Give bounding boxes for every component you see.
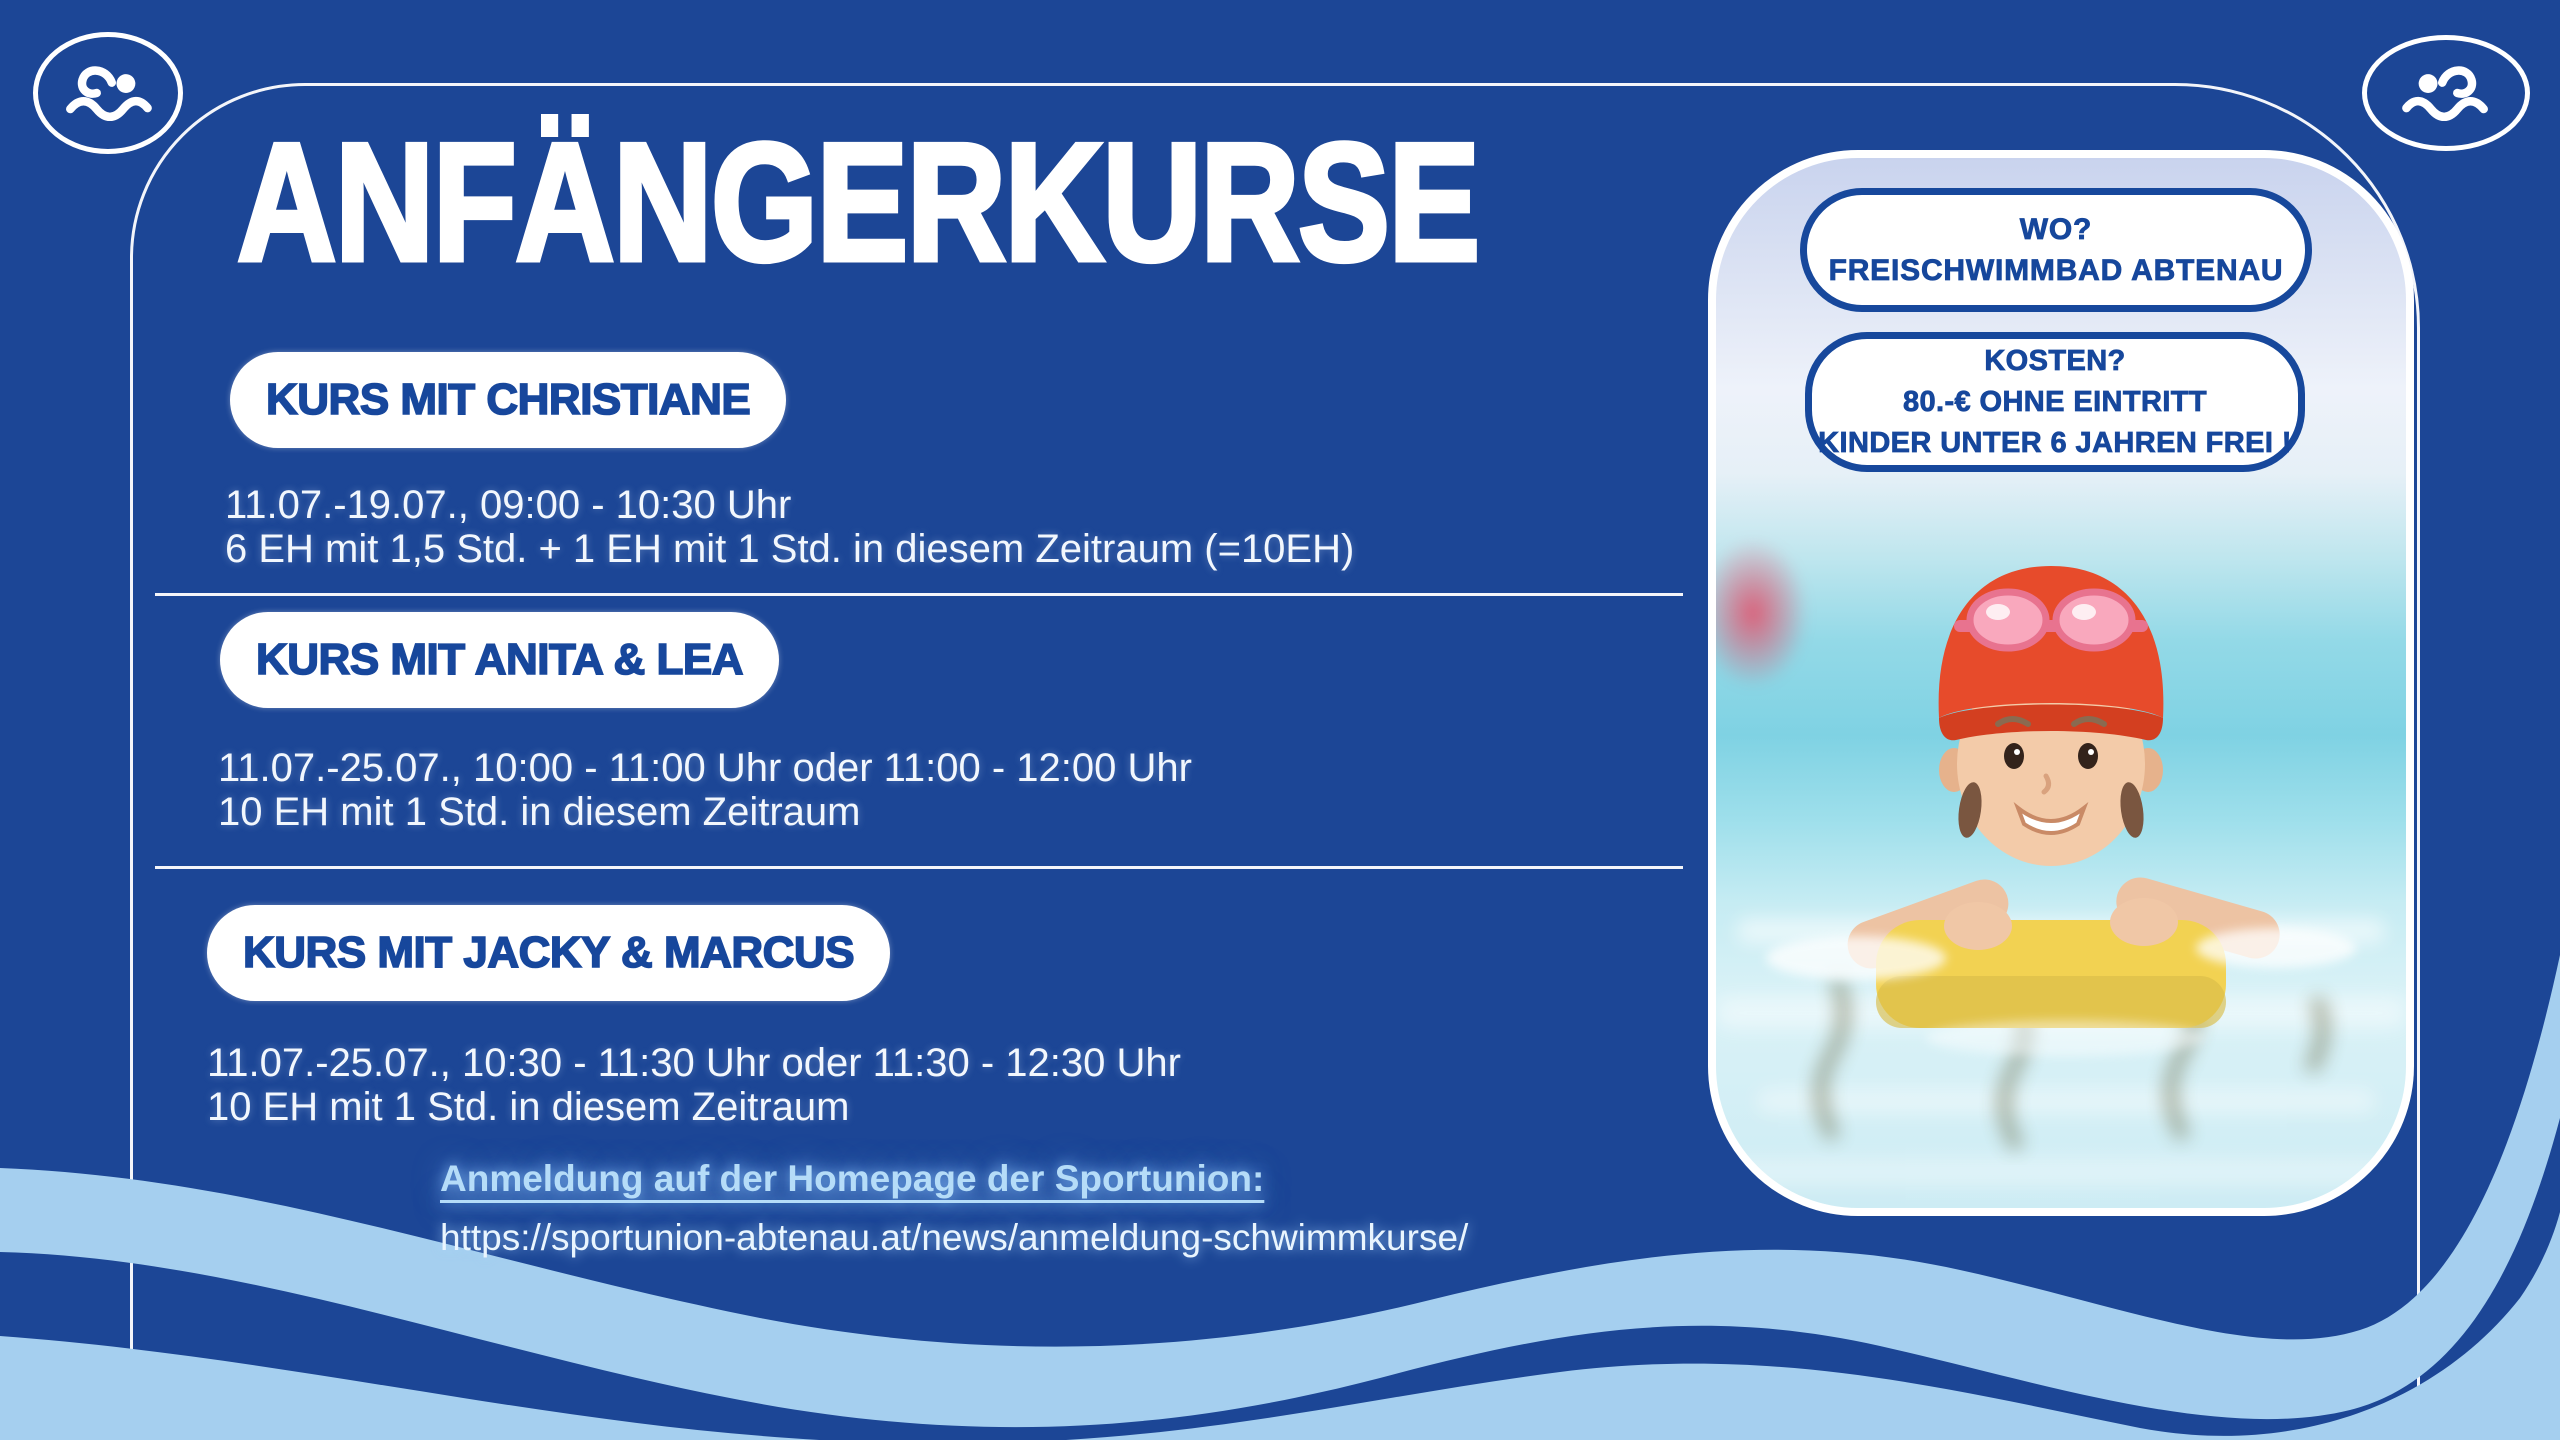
course-details-anita-lea [218, 746, 1192, 834]
course-label-jacky-marcus [207, 905, 890, 1001]
course-units: 10 EH mit 1 Std. in diesem Zeitraum [218, 790, 861, 834]
location-answer: FREISCHWIMMBAD ABTENAU [1828, 254, 2284, 287]
swimmer-icon-left [33, 32, 183, 154]
cost-question: KOSTEN? [1984, 344, 2126, 377]
course-label-christiane [230, 352, 786, 448]
course-schedule: 11.07.-25.07., 10:00 - 11:00 Uhr oder 11:00 - 12:00 Uhr [218, 746, 1192, 790]
cost-badge [1805, 332, 2305, 472]
course-details-jacky-marcus [207, 1041, 1181, 1129]
course-schedule: 11.07.-19.07., 09:00 - 10:30 Uhr [225, 483, 792, 527]
cost-price: 80.-€ OHNE EINTRITT [1902, 385, 2208, 418]
child-swimmer-illustration [1716, 158, 2406, 1208]
page-title: ANFÄNGERKURSE [237, 108, 1479, 296]
swimmer-icon [60, 60, 156, 126]
location-badge [1800, 188, 2312, 312]
course-label-text: KURS MIT CHRISTIANE [266, 375, 751, 424]
course-details-christiane [225, 483, 1354, 571]
course-schedule: 11.07.-25.07., 10:30 - 11:30 Uhr oder 11:30 - 12:30 Uhr [207, 1041, 1181, 1085]
course-label-anita-lea [220, 612, 779, 708]
section-divider [155, 593, 1683, 596]
registration-block [440, 1158, 1468, 1259]
registration-url-link[interactable]: https://sportunion-abtenau.at/news/anmeldung-schwimmkurse/ [440, 1217, 1469, 1258]
swimmer-icon-right [2362, 35, 2530, 151]
course-units: 6 EH mit 1,5 Std. + 1 EH mit 1 Std. in diesem Zeitraum (=10EH) [225, 527, 1355, 571]
course-label-text: KURS MIT JACKY & MARCUS [243, 928, 855, 977]
section-divider [155, 866, 1683, 869]
cost-children-note: KINDER UNTER 6 JAHREN FREI ! [1818, 426, 2292, 459]
course-label-text: KURS MIT ANITA & LEA [256, 635, 743, 684]
course-units: 10 EH mit 1 Std. in diesem Zeitraum [207, 1085, 850, 1129]
registration-heading: Anmeldung auf der Homepage der Sportunion: [440, 1158, 1265, 1199]
location-question: WO? [2019, 213, 2093, 246]
swimmer-icon-mirrored [2398, 60, 2494, 126]
